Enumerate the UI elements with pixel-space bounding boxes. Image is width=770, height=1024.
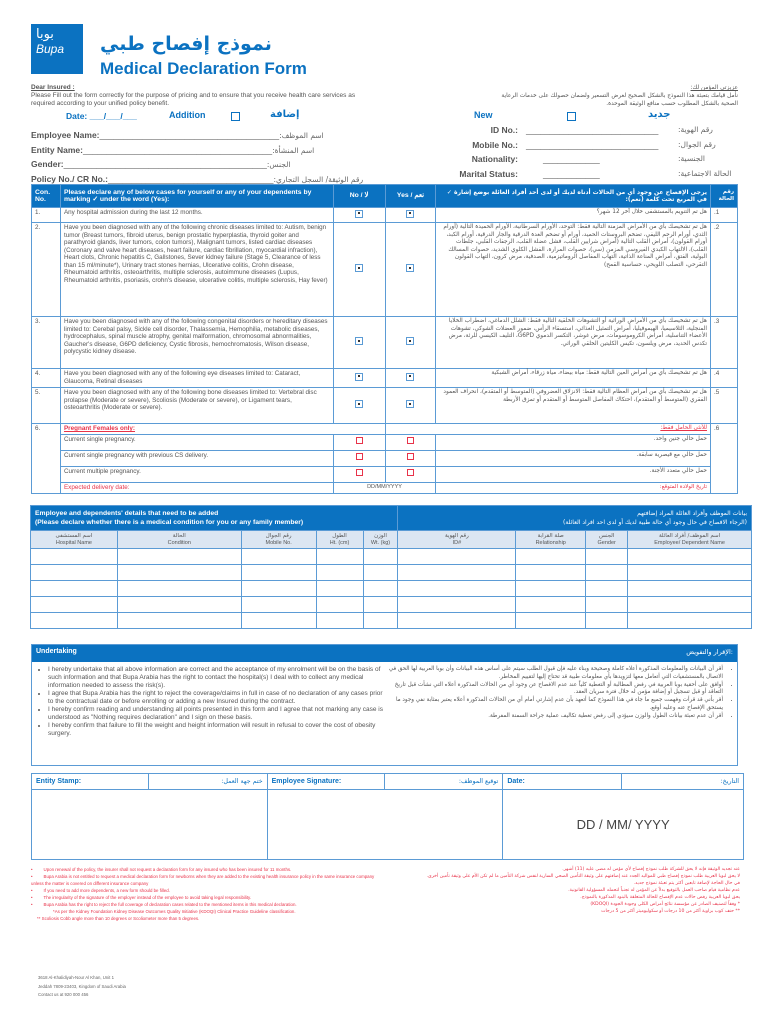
entity-stamp-label: Entity Stamp: (32, 774, 149, 790)
question-text: Have you been diagnosed with any of the following bone diseases limited to: Vertebral disc prolapse (Moderate or severe), Scoliosis (Moderate or severe), or Ligament tears, osteoarthritis (Moderate or severe). (60, 388, 333, 424)
due-date-input[interactable]: DD/MM/YYYY (333, 482, 436, 493)
note: • Bupa Arabia is not entitled to request a medical declaration form for newborns when they are added to the existing health insurance policy in the same insurance company unless the matter is covered on different insurance company (31, 874, 375, 886)
due-date-label: Expected delivery date: (60, 482, 333, 493)
address-line: 3618 Al-Khalidiyah-Nour Al Khan, Unit 1 (38, 975, 114, 980)
pregnancy-text-ar: حمل حالي مع قيصرية سابقة. (436, 450, 711, 466)
no-checkbox[interactable] (333, 369, 385, 388)
dependent-row[interactable] (31, 565, 752, 581)
contact-line: Contact us at 920 000 456 (38, 992, 89, 997)
col-en: Gender (597, 539, 616, 546)
note-ar: لا يحق لبوبا العربية طلب نموذج إفصاح طبي للمواليد الجدد عند إضافتهم على وثيقة التأمين الصحي السارية لنفس شركة التأمين ما لم تكن الأم على وثيقة تأمين أخرى. (426, 874, 740, 879)
field-line[interactable]: ______________________________________ (99, 130, 280, 140)
note-text: Bupa Arabia has the right to reject the full coverage of declaration cases related to the mentioned items in this medical declaration. (43, 902, 297, 907)
yes-checkbox[interactable] (385, 208, 436, 223)
employee-signature-label-ar: توقيع الموظف: (385, 774, 503, 790)
header-instructions: Please declare any of below cases for yourself or any of your dependents by marking ✓ under the word (Yes): (60, 185, 333, 208)
col-id (398, 531, 516, 549)
intro-en (31, 84, 361, 108)
dependents-table (30, 505, 752, 629)
col-en: ID# (452, 539, 462, 546)
checkbox-icon (406, 400, 414, 408)
question-text-ar: هل تم تشخيصك بأي من أمراض العظام التالية فقط: الانزلاق الغضروفي (المتوسط أو المتقدم)، انحراف العمود الفقري (المتوسط أو المتقدم)، احتكاك المفاصل المتوسط أو المتقدم أو تمزق الأربطة (436, 388, 711, 424)
field-line[interactable]: ____________ (543, 154, 600, 164)
employee-signature-label: Employee Signature: (267, 774, 385, 790)
question-row (32, 208, 738, 223)
header-con-no: Con. No. (32, 185, 61, 208)
intro-text-ar: نأمل قيامك بتعبئة هذا النموذج بالشكل الصحيح لغرض التسعير ولضمان حصولك على خدمات الرعاية الصحية بالشكل المطلوب حسب منافع الوثيقة الموحدة. (501, 93, 738, 107)
question-row (32, 317, 738, 369)
question-num: 2. (32, 223, 61, 317)
fields-left (31, 125, 411, 183)
id-no-field[interactable] (420, 125, 750, 140)
note: • The irregularity of the signature of the employer instead of the employee to avoid taking legal responsibility. (31, 895, 252, 900)
undertaking-item-ar: • أقر أن عدم تعبئة بيانات الطول والوزن سيؤدي إلى رفض تغطية تكاليف عملية جراحة السمنة المفرطة. (387, 713, 723, 721)
nationality-field[interactable] (420, 154, 750, 169)
question-num: 4. (32, 369, 61, 388)
question-num: 6. (32, 424, 61, 494)
entity-stamp-label-ar: ختم جهة العمل: (148, 774, 267, 790)
field-line[interactable]: ___________________________________ (107, 173, 274, 184)
new-label-ar: جديد (648, 109, 671, 120)
field-label: Entity Name: (31, 144, 83, 155)
note: • Upon renewal of the policy, the insurer shall not request a declaration form for any insured who has been insured for 11 months. (31, 867, 292, 872)
due-date-row (32, 482, 738, 493)
dependents-title-ar-text: بيانات الموظف وأفراد العائلة المراد إضافتهم (637, 510, 747, 517)
date-field[interactable]: Date: ___/___/___ (66, 111, 137, 121)
question-row (32, 369, 738, 388)
footnote: *As per the Kidney Foundation Kidney Disease Outcomes Quality Initiative (KDOQI) Clinical Practice Guideline classification. (53, 909, 296, 914)
question-num: 1. (32, 208, 61, 223)
title-ar: نموذج إفصاح طبي (100, 33, 272, 55)
addition-label-ar: إضافة (270, 109, 300, 120)
bupa-logo (31, 24, 83, 74)
date-label-ar: التاريخ: (622, 774, 744, 790)
col-ar: رقم الجوال (265, 532, 292, 539)
col-en: Mobile No. (265, 539, 292, 546)
entity-stamp-area[interactable] (32, 790, 268, 860)
pregnancy-text: Current multiple pregnancy. (60, 466, 333, 482)
checkbox-icon (356, 469, 363, 476)
checkbox-icon (356, 453, 363, 460)
col-ar: الطول (332, 532, 347, 539)
pregnancy-title-ar: للأنثى الحامل فقط: (385, 424, 710, 435)
field-label-ar: :رقم الوثيقة/ السجل التجاري (273, 174, 364, 184)
field-line[interactable]: ____________ (543, 168, 600, 179)
yes-checkbox[interactable] (385, 223, 436, 317)
col-ar: اسم الموظف/ أفراد العائلة (658, 532, 721, 539)
dependent-row[interactable] (31, 549, 752, 565)
field-label-ar: :الحالة الاجتماعية (678, 168, 732, 178)
signature-table (31, 773, 744, 860)
question-num-ar: .3 (710, 317, 737, 369)
dependent-row[interactable] (31, 597, 752, 613)
yes-checkbox[interactable] (385, 317, 436, 369)
notes-en (31, 866, 376, 922)
field-label: ID No.: (490, 125, 518, 135)
undertaking-item: • I hereby confirm reading and understanding all points presented in this form and I agree that not marking any case is understood as "Nothing requires declaration" and I sign on these basis. (48, 706, 387, 722)
question-num-ar: .5 (710, 388, 737, 424)
pregnancy-text: Current single pregnancy with previous CS delivery. (60, 450, 333, 466)
dependent-row[interactable] (31, 581, 752, 597)
note-ar: في حال الحاجة لإضافة تابعين أكثر يتم تعبئة نموذج جديد. (633, 881, 740, 886)
question-text: Have you been diagnosed with any of the following chronic diseases limited to: Autism, benign tumor (Breast tumors, fibroid uterus, benign prostatic hyperplastia, thyroid goiter and parathyroid glands, liver tumors, colon tumors), Malignant tumors, listed cardiac diseases (Coronary and valve heart diseases, heart failure, cardiac fibrillation, myocardial infraction), Heart clots, Chronic hepatitis C, Gallstones, Sever kidney failure (Stage 5, Clearance of less than 15 ml/minute*), Urinary tract stones hernias, Ulcerative colitis, Crohn disease, Rheumatoid arthritis, osteoarthritis, multiple sclerosis, autoimmune diseases (Lupus, Rheumatoid arthritis, psoriasis, crohn's disease, ulcerative colitis, multiple sclerosis, Hay fever) (60, 223, 333, 317)
no-checkbox[interactable] (333, 223, 385, 317)
note-ar: عدم نظامية قيام صاحب العمل بالتوقيع بدلاً عن المؤمن له تجنباً لتحمله المسؤولية القانونية. (568, 888, 740, 893)
question-text-ar: هل تم التنويم بالمستشفى خلال آخر 12 شهر؟ (436, 208, 711, 223)
dependents-title (31, 506, 398, 531)
intro-heading: Dear Insured : (31, 84, 75, 91)
pregnancy-row (32, 466, 738, 482)
no-checkbox[interactable] (333, 466, 385, 482)
undertaking-title-ar: الإقرار والتفويض: (686, 648, 733, 656)
question-text: Have you been diagnosed with any of the following eye diseases limited to: Cataract, Glaucoma, Retinal diseases (60, 369, 333, 388)
col-gender (586, 531, 628, 549)
employee-name-field[interactable] (31, 125, 411, 140)
mobile-no-field[interactable] (420, 140, 750, 155)
col-hospital-name (31, 531, 118, 549)
question-num-ar: .1 (710, 208, 737, 223)
checkbox-icon (407, 469, 414, 476)
pregnancy-row (32, 434, 738, 450)
col-weight (363, 531, 398, 549)
note-ar: عند تجديد الوثيقة فإنه لا يحق للشركة طلب نموذج إفصاح لأي مؤمن له مضى عليه (11) أشهر. (562, 867, 740, 872)
no-checkbox[interactable] (333, 434, 385, 450)
logo-en: Bupa (36, 42, 65, 56)
checkbox-icon (407, 437, 414, 444)
pregnancy-text-ar: حمل حالي جنين واحد. (436, 434, 711, 450)
intro-ar (495, 84, 738, 108)
dependents-subtitle-ar: (الرجاء الافصاح في حال وجود أي حالة طبية لديك أو لدى احد افراد العائلة) (563, 519, 747, 526)
footer-address (38, 974, 126, 1000)
yes-checkbox[interactable] (385, 450, 436, 466)
declaration-table (31, 184, 738, 494)
question-text: Any hospital admission during the last 12 months. (60, 208, 333, 223)
undertaking-list-en (32, 666, 387, 738)
checkbox-icon (356, 437, 363, 444)
footnote-ar: ** حنف كوب بزاوية أكثر من 10 درجات أو سكوليوميتر أكثر من 5 درجات (601, 909, 740, 914)
undertaking-item-ar: • أقر بأني قد قرأت وفهمت جميع ما جاء في هذا النموذج كما أتعهد بأن عدم إشارتي أمام أي من الحالات المذكورة أعلاه يعتبر بمثابة نفي وجود ما يستحق الإفصاح عنه وعليه أوقع. (387, 697, 723, 713)
undertaking-item: • I agree that Bupa Arabia has the right to reject the coverage/claims in full in case of no declaration of any cases prior to the contractual date or before enrolling or adding a new Insured during the contract. (48, 690, 387, 706)
undertaking-item: • I hereby confirm that failure to fill the weight and height information will result in refusal to cover the cost of obesity surgery. (48, 722, 387, 738)
col-en: Employee/ Dependent Name (654, 539, 725, 546)
field-line[interactable]: ________________________________________ (82, 144, 273, 155)
pregnancy-title: Pregnant Females only: (60, 424, 385, 435)
undertaking-item-ar: • أوافق على أحقية بوبا العربية في رفض المطالبة أو التغطية كلياً عند عدم الافصاح عن وجود أي من الحالات المذكورة أعلاه التي نشأت قبل تاريخ التعاقد أو قبل تسجيل أو إضافة مؤمن له خلال فترة سريان العقد. (387, 682, 723, 698)
col-en: Hospital Name (55, 539, 92, 546)
field-label-ar: :اسم المنشأة (272, 145, 315, 155)
addition-checkbox[interactable] (231, 112, 240, 121)
note-text: The irregularity of the signature of the employer instead of the employee to avoid taking legal responsibility. (43, 895, 252, 900)
dependents-title-ar (398, 506, 752, 531)
yes-checkbox[interactable] (385, 466, 436, 482)
marital-status-field[interactable] (420, 169, 750, 184)
undertaking-list-ar (387, 666, 737, 738)
col-condition (117, 531, 241, 549)
undertaking-title: Undertaking (36, 648, 77, 655)
question-row (32, 223, 738, 317)
pregnancy-row (32, 450, 738, 466)
question-num: 5. (32, 388, 61, 424)
col-height (316, 531, 363, 549)
addition-label: Addition (169, 110, 206, 120)
question-num: 3. (32, 317, 61, 369)
col-en: Relationship (535, 539, 566, 546)
undertaking-item-ar: • أقر أن البيانات والمعلومات المذكورة أعلاه كاملة وصحيحة وبناء عليه فإن قبول الطلب سيتم على أساس هذه البيانات وأن بوبا العربية لها الحق في الاتصال بالمستشفيات التي أتعامل معها لتزويدها بأي معلومات طبية قد تحتاج إليها لتقييم المخاطر. (387, 666, 723, 682)
signature-date-field[interactable]: DD / MM/ YYYY (503, 790, 744, 860)
employee-signature-area[interactable] (267, 790, 503, 860)
logo-ar: بوبا (36, 27, 54, 42)
intro-text: Please Fill out the form correctly for the purpose of pricing and to ensure that you receive health care services as required according to your unified policy benefit. (31, 92, 356, 107)
note: • Bupa Arabia has the right to reject the full coverage of declaration cases related to the mentioned items in this medical declaration. (31, 902, 297, 907)
gender-field[interactable] (31, 154, 411, 169)
question-num-ar: .4 (710, 369, 737, 388)
note-text: If you need to add more dependents, a new form should be filled. (43, 888, 170, 893)
header-con-no-ar: رقم الحالة (710, 185, 737, 208)
checkbox-icon (355, 337, 363, 345)
col-name (628, 531, 752, 549)
col-en: Condition (167, 539, 191, 546)
footnote-ar: * وفقاً لتصنيف الصادر عن مؤسسة نتائج أمراض الكلى وجودة الجودة (KDOQI) (590, 902, 740, 907)
page-title: Medical Declaration Form (100, 59, 307, 78)
field-label: Mobile No.: (472, 139, 518, 150)
dependents-subtitle-en: (Please declare whether there is a medical condition for you or any family member) (35, 519, 304, 526)
intro-heading-ar: عزيزتي المؤمن لك: (690, 85, 738, 91)
question-text-ar: هل تم تشخيصك بأي من الأمراض المزمنة التالية فقط: التوحد، الأورام السرطانية، الأورام الحميدة التالية (أورام الثدي، أورام الرحم الليفي، تضخم البروستات الحميد، أورام أو تضخم الغدة الدرقية والجار الدرقية، أورام الكبد، أورام القولون)، أمراض القلب التالية (أمراض شرايين القلب، فشل عضلة القلب، الرجفات القلبي، جلطات القلب)، الالتهاب الكبدي الفيروسي المزمن (سي)، حصوات المرارة، الفشل الكلوي الشديد، حصوات المسالك البولية، الفتق، أمراض المناعة الذاتية، التهاب المفاصل الروماتيزمية، الصدفية، مرض كرون، التهاب القولون التقرحي، التصلب اللويحي، حساسية القمح) (436, 223, 711, 317)
yes-checkbox[interactable] (385, 434, 436, 450)
notes-ar (392, 866, 740, 915)
new-label: New (474, 110, 493, 120)
policy-no-field[interactable] (31, 169, 411, 184)
undertaking-item: • I hereby undertake that all above information are correct and the acceptance of my enrolment will be on the basis of such information and that Bupa Arabia has the right to contact the hospital(s) I deal with to collect any medical information needed to assess the risk(s). (48, 666, 387, 690)
question-text: Have you been diagnosed with any of the following congenital disorders or hereditary diseases limited to: Cerebal palsy, Sickle cell disorder, Thalassemia, Hemophilia, metabolic diseases, hydrocephalus, spinal muscle atrophy, genital malformation, chromosomal abnormalities, Gaucher's disease, G6PD deficiency, Cystic fibrosis, hemochromatosis, Wilson disease, polycystic kidney disease. (60, 317, 333, 369)
pregnancy-header-row (32, 424, 738, 435)
question-num-ar: .2 (710, 223, 737, 317)
col-ar: الجنس (598, 532, 615, 539)
col-en: Ht. (cm) (329, 539, 350, 546)
pregnancy-text-ar: حمل حالي متعدد الأجنة. (436, 466, 711, 482)
field-label: Employee Name: (31, 130, 100, 140)
no-checkbox[interactable] (333, 450, 385, 466)
col-relationship (516, 531, 586, 549)
note: • If you need to add more dependents, a new form should be filled. (31, 888, 170, 893)
checkbox-icon (406, 337, 414, 345)
col-ar: رقم الهوية (444, 532, 469, 539)
question-text-ar: هل تم تشخيصك بأي من أمراض العين التالية فقط: مياه بيضاء، مياه زرقاء، أمراض الشبكية (436, 369, 711, 388)
new-checkbox[interactable] (567, 112, 576, 121)
col-ar: اسم المستشفى (55, 532, 93, 539)
field-label-ar: :رقم الجوال (678, 139, 716, 149)
undertaking-header (32, 645, 737, 662)
note-text: Upon renewal of the policy, the insurer shall not request a declaration form for any insured who has been insured for 11 months. (43, 867, 292, 872)
yes-checkbox[interactable] (385, 388, 436, 424)
dependents-column-headers (31, 531, 752, 549)
entity-name-field[interactable] (31, 140, 411, 155)
field-label-ar: :الجنس (266, 160, 291, 169)
field-line[interactable]: ____________________________ (526, 125, 659, 135)
question-text-ar: هل تم تشخيصك بأي من الأمراض الوراثية أو التشوهات الخلقية التالية فقط: الشلل الدماغي، اضطراب الخلايا المنجلية، الثلاسيميا، الهيموفيليا، أمراض التمثيل الغذائي، استسقاء الرأس، ضمور العضلات الشوكي، تشوهات الأعضاء التناسلية، أمراض الكروموسومات، مرض غوشر، التكسر الدموي G6PD، التليف الكيسي للرئة، مرض تكدس الحديد، مرض ويلسون، تكيس الكليتين الخلقي الوراثي. (436, 317, 711, 369)
pregnancy-text: Current single pregnancy. (60, 434, 333, 450)
checkbox-icon (355, 210, 363, 218)
no-checkbox[interactable] (333, 208, 385, 223)
date-label: Date: (503, 774, 622, 790)
undertaking-box (31, 644, 738, 766)
fields-right (420, 125, 750, 183)
col-en: Wt. (kg) (370, 539, 391, 546)
note-ar: يحق لبوبا العربية رفض حالات عدم الإفصاح للحالة المتعلقة بالبنود المذكورة بالنموذج. (580, 895, 740, 900)
footnote: ** Scoliosis Cobb angle more than 10 degrees or Scoliometer more than 5 degrees. (37, 916, 200, 921)
no-checkbox[interactable] (333, 317, 385, 369)
header-instructions-ar: يرجى الإفصاح عن وجود أي من الحالات أدناه لديك أو لدى أحد أفراد العائلة بوضع إشارة ✓ في المربع تحت كلمة (نعم): (436, 185, 711, 208)
field-label: Policy No./ CR No.: (31, 173, 108, 184)
col-ar: صلة القرابة (537, 532, 564, 539)
field-label: Gender: (31, 159, 64, 169)
dependent-row[interactable] (31, 613, 752, 629)
checkbox-icon (407, 453, 414, 460)
dependents-title-en: Employee and dependents' details that need to be added (35, 510, 219, 517)
header-yes: Yes / نعم (385, 185, 436, 208)
field-label-ar: :الجنسية (678, 154, 705, 163)
col-ar: الحالة (172, 532, 186, 539)
col-mobile (241, 531, 316, 549)
checkbox-icon (355, 373, 363, 381)
no-checkbox[interactable] (333, 388, 385, 424)
field-label: Marital Status: (459, 168, 518, 179)
checkbox-icon (355, 264, 363, 272)
note-text: Bupa Arabia is not entitled to request a medical declaration form for newborns when they are added to the existing health insurance policy in the same insurance company unless the matter is covered on different insurance company (31, 874, 375, 886)
yes-checkbox[interactable] (385, 369, 436, 388)
question-num-ar: .6 (710, 424, 737, 494)
header-no: No / لا (333, 185, 385, 208)
field-line[interactable]: ___________________________________________ (63, 159, 267, 169)
field-label-ar: :رقم الهوية (678, 125, 713, 134)
address-line: Jeddah 7809-23403, Kingdom of Saudi Arabia (38, 983, 126, 989)
question-row (32, 388, 738, 424)
checkbox-icon (406, 373, 414, 381)
field-line[interactable]: ____________________________ (526, 139, 659, 150)
checkbox-icon (355, 400, 363, 408)
due-date-label-ar: تاريخ الولادة المتوقع: (436, 482, 711, 493)
field-label: Nationality: (471, 154, 518, 164)
col-ar: الوزن (374, 532, 387, 539)
field-label-ar: :اسم الموظف (279, 131, 324, 140)
checkbox-icon (406, 264, 414, 272)
checkbox-icon (406, 210, 414, 218)
